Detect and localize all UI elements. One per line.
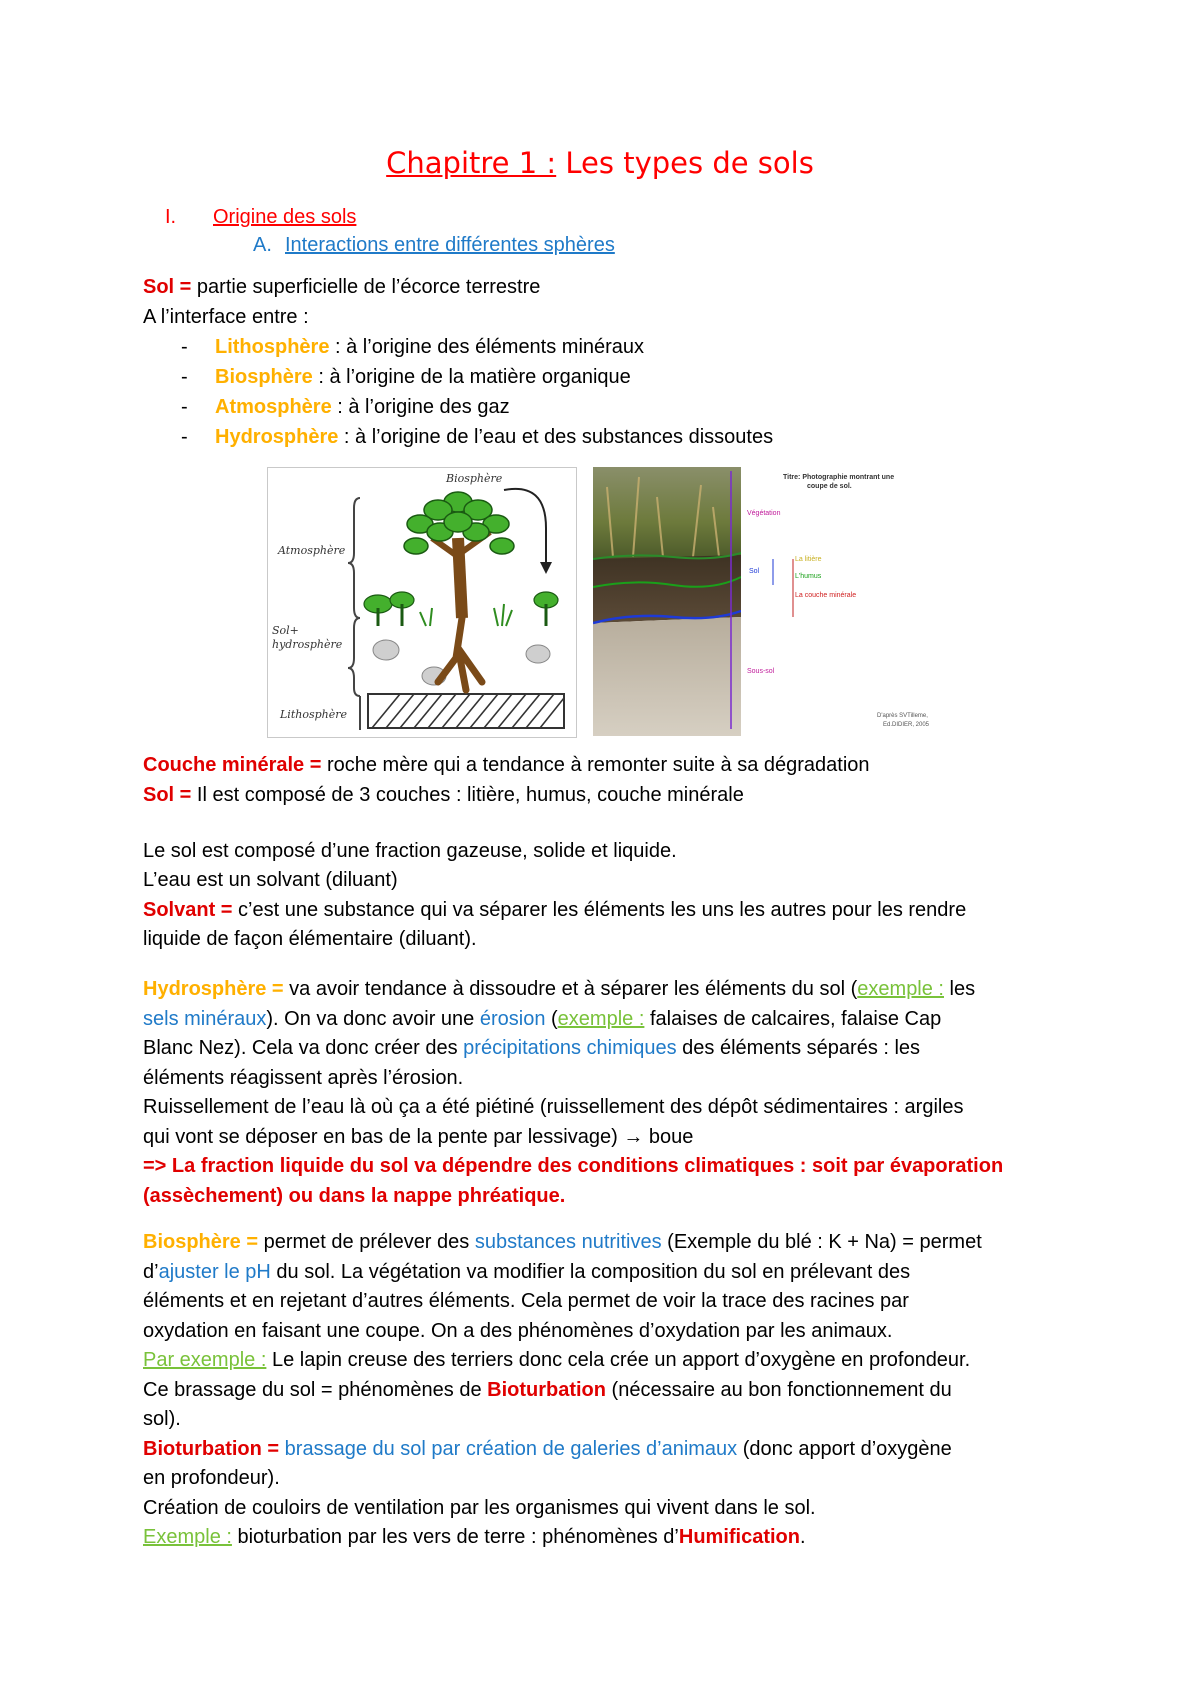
section-heading-1: I. Origine des sols bbox=[165, 206, 357, 228]
couche-minerale-definition: Couche minérale = roche mère qui a tendance à remonter suite à sa dégradation bbox=[143, 754, 870, 776]
spheres-diagram bbox=[267, 467, 577, 738]
paragraph-line: Ce brassage du sol = phénomènes de Bioturbation (nécessaire au bon fonctionnement du bbox=[143, 1379, 952, 1401]
hydrosphere-paragraph: Hydrosphère = va avoir tendance à dissoudre et à séparer les éléments du sol (exemple : les bbox=[143, 978, 976, 1000]
solvant-definition: Solvant = c’est une substance qui va séparer les éléments les uns les autres pour les rendre bbox=[143, 899, 967, 921]
paragraph-line: Par exemple : Le lapin creuse des terriers donc cela crée un apport d’oxygène en profondeur. bbox=[143, 1349, 971, 1371]
arrow-right-icon: → bbox=[623, 1126, 644, 1148]
bullet-item: - Atmosphère : à l’origine des gaz bbox=[181, 396, 510, 418]
paragraph-line: sels minéraux). On va donc avoir une érosion (exemple : falaises de calcaires, falaise Cap bbox=[143, 1008, 942, 1030]
paragraph-line: oxydation en faisant une coupe. On a des phénomènes d’oxydation par les animaux. bbox=[143, 1320, 893, 1342]
paragraph-line: éléments réagissent après l’érosion. bbox=[143, 1067, 464, 1089]
photo-credit-line1: D'après SVTilleme, bbox=[877, 713, 928, 719]
bioturbation-definition: Bioturbation = brassage du sol par création de galeries d’animaux (donc apport d’oxygène bbox=[143, 1438, 952, 1460]
soil-profile-photo-svg bbox=[593, 467, 945, 736]
paragraph-line: qui vont se déposer en bas de la pente par lessivage) → boue bbox=[143, 1126, 694, 1148]
biosphere-paragraph: Biosphère = permet de prélever des substances nutritives (Exemple du blé : K + Na) = permet bbox=[143, 1231, 982, 1253]
conclusion-line: => La fraction liquide du sol va dépendre des conditions climatiques : soit par évaporation bbox=[143, 1155, 1004, 1177]
subsection-heading-a: A. Interactions entre différentes sphères bbox=[253, 234, 615, 256]
label-hydrosphere: hydrosphère bbox=[272, 638, 343, 651]
paragraph-line: d’ajuster le pH du sol. La végétation va modifier la composition du sol en prélevant des bbox=[143, 1261, 911, 1283]
label-sol-photo: Sol bbox=[749, 568, 760, 575]
chapter-title: Chapitre 1 : Les types de sols bbox=[386, 146, 814, 180]
interface-line: A l’interface entre : bbox=[143, 306, 309, 328]
label-biosphere: Biosphère bbox=[446, 472, 503, 485]
photo-title-line1: Titre: Photographie montrant une bbox=[783, 474, 895, 481]
paragraph-line: Création de couloirs de ventilation par les organismes qui vivent dans le sol. bbox=[143, 1497, 816, 1519]
label-couche-minerale: La couche minérale bbox=[795, 592, 857, 599]
photo-credit-line2: Ed.DIDIER, 2005 bbox=[883, 722, 930, 728]
bullet-item: - Hydrosphère : à l’origine de l’eau et des substances dissoutes bbox=[181, 426, 774, 448]
spheres-diagram-svg bbox=[268, 468, 576, 737]
label-sous-sol: Sous-sol bbox=[747, 668, 775, 675]
paragraph-line: éléments et en rejetant d’autres éléments. Cela permet de voir la trace des racines par bbox=[143, 1290, 909, 1312]
label-humus: L'humus bbox=[795, 573, 822, 580]
label-litiere: La litière bbox=[795, 556, 822, 563]
paragraph-line: Exemple : bioturbation par les vers de terre : phénomènes d’Humification. bbox=[143, 1526, 806, 1548]
paragraph-line: L’eau est un solvant (diluant) bbox=[143, 869, 398, 891]
paragraph-line: Blanc Nez). Cela va donc créer des précipitations chimiques des éléments séparés : les bbox=[143, 1037, 921, 1059]
paragraph-line: liquide de façon élémentaire (diluant). bbox=[143, 928, 477, 950]
sol-couches-definition: Sol = Il est composé de 3 couches : litière, humus, couche minérale bbox=[143, 784, 744, 806]
conclusion-line: (assèchement) ou dans la nappe phréatique. bbox=[143, 1185, 566, 1207]
paragraph-line: sol). bbox=[143, 1408, 181, 1430]
photo-title-line2: coupe de sol. bbox=[807, 483, 852, 490]
label-vegetation: Végétation bbox=[747, 510, 781, 517]
soil-profile-photo bbox=[593, 467, 945, 736]
sol-definition: Sol = partie superficielle de l’écorce terrestre bbox=[143, 276, 541, 298]
label-lithosphere: Lithosphère bbox=[280, 708, 347, 721]
paragraph-line: en profondeur). bbox=[143, 1467, 280, 1489]
bullet-item: - Lithosphère : à l’origine des éléments minéraux bbox=[181, 336, 645, 358]
paragraph-line: Ruissellement de l’eau là où ça a été piétiné (ruissellement des dépôt sédimentaires : argiles bbox=[143, 1096, 964, 1118]
label-sol: Sol+ bbox=[272, 624, 299, 637]
bullet-item: - Biosphère : à l’origine de la matière organique bbox=[181, 366, 631, 388]
paragraph-line: Le sol est composé d’une fraction gazeuse, solide et liquide. bbox=[143, 840, 677, 862]
label-atmosphere: Atmosphère bbox=[278, 544, 346, 557]
